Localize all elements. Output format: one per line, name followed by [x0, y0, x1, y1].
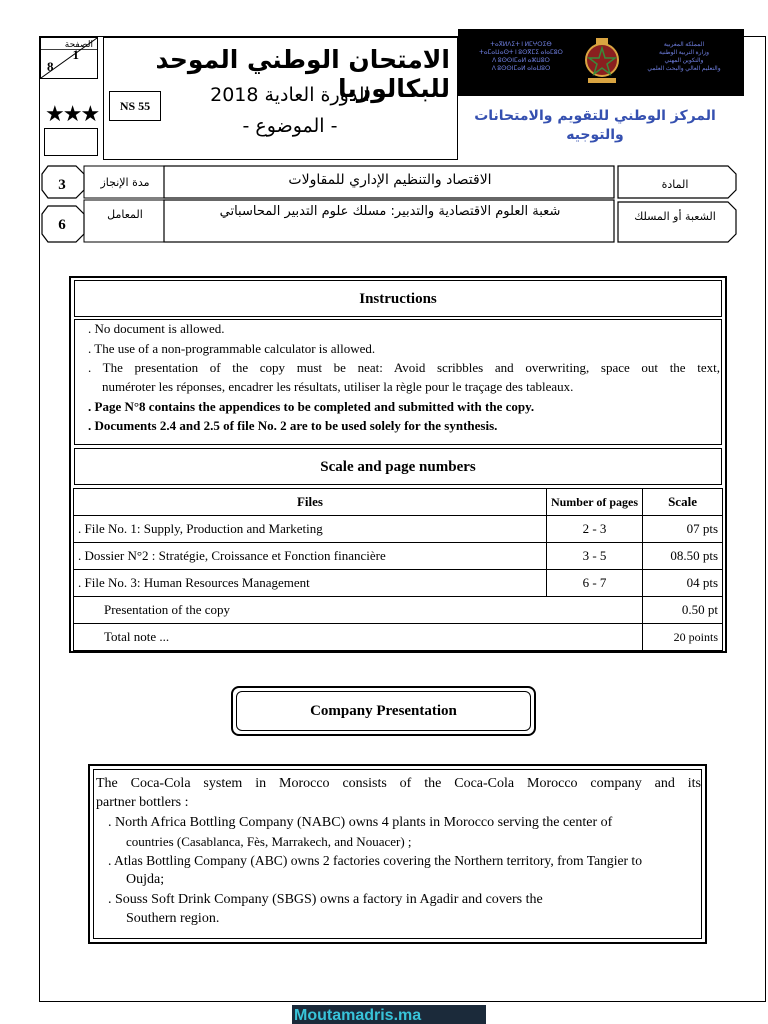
scale-header-row: [74, 489, 723, 516]
bullet-sbgs-line-1: . Souss Soft Drink Company (SBGS) owns a factory in Agadir and covers the: [108, 892, 543, 907]
coefficient-value: 6: [58, 217, 66, 233]
ministry-line-right-2: وزارة التربية الوطنية: [658, 50, 710, 56]
subject-label: المادة: [661, 178, 689, 191]
evaluation-center-name: المركز الوطني للتقويم والامتحانات والتوجيه: [474, 108, 716, 143]
total-value: 20 points: [643, 624, 723, 651]
pages-cell: 6 - 7: [546, 570, 642, 597]
instructions-title: Instructions: [74, 280, 722, 317]
duration-label: مدة الإنجاز: [100, 176, 150, 189]
file-cell: . Dossier N°2 : Stratégie, Croissance et Fonction financière: [74, 543, 547, 570]
scale-header: Scale: [643, 489, 723, 516]
presentation-row: [74, 597, 723, 624]
files-header: Files: [74, 489, 547, 516]
subject-value: الاقتصاد والتنظيم الإداري للمقاولات: [288, 172, 492, 188]
code-box: [44, 128, 98, 156]
bullet-sbgs-line-2: Southern region.: [126, 911, 220, 926]
pages-header: Number of pages: [546, 489, 642, 516]
total-row: [74, 624, 723, 651]
ministry-line-left-1: ⵜⴰⴳⵍⴷⵉⵜ ⵏ ⵍⵎⵖⵔⵉⴱ: [490, 42, 552, 48]
bullet-nabc-line-2: countries (Casablanca, Fès, Marrakech, and Nouacer) ;: [126, 834, 412, 849]
page-label: الصفحة: [64, 39, 93, 49]
total-label: Total note ...: [74, 624, 643, 651]
exam-code: NS 55: [109, 91, 161, 121]
table-row: [74, 516, 723, 543]
presentation-label: Presentation of the copy: [74, 597, 643, 624]
bullet-abc-line-1: . Atlas Bottling Company (ABC) owns 2 factories covering the Northern territory, from Tangier to: [108, 853, 643, 868]
subject-code: - الموضوع -: [242, 115, 338, 137]
ministry-line-left-3: ⴷ ⵓⵙⵙⵏⵎⴰⵍ ⴰⵣⵡⵓⵔ: [492, 58, 550, 64]
branch-value: شعبة العلوم الاقتصادية والتدبير: مسلك علوم التدبير المحاسباتي: [219, 204, 561, 219]
file-cell: . File No. 3: Human Resources Management: [74, 570, 547, 597]
instruction-line-5: . Page N°8 contains the appendices to be completed and submitted with the copy.: [88, 399, 535, 414]
scale-title: Scale and page numbers: [74, 448, 722, 485]
ministry-line-right-3: والتكوين المهني: [664, 58, 704, 64]
ministry-line-right-1: المملكة المغربية: [663, 42, 705, 48]
bullet-nabc-line-1: . North Africa Bottling Company (NABC) owns 4 plants in Morocco serving the center of: [108, 815, 613, 830]
ministry-line-right-4: والتعليم العالي والبحث العلمي: [647, 66, 721, 72]
company-presentation-heading: [231, 686, 536, 736]
page-number-box: [40, 37, 98, 79]
presentation-value: 0.50 pt: [643, 597, 723, 624]
duration-value: 3: [58, 177, 66, 193]
instruction-line-3: . The presentation of the copy must be neat: Avoid scribbles and overwriting, space out the text,: [88, 360, 720, 375]
scale-cell: 07 pts: [643, 516, 723, 543]
pages-cell: 3 - 5: [546, 543, 642, 570]
coefficient-label: المعامل: [107, 208, 143, 221]
ministry-line-left-4: ⴷ ⵓⵙⵙⵏⵎⴰⵍ ⴰⵏⴰⵡⵓⵔ: [491, 66, 551, 72]
instruction-line-4: numéroter les réponses, encadrer les résultats, utiliser la règle pour le traçage des tableaux.: [102, 379, 574, 394]
page-total: 8: [47, 59, 54, 74]
ministry-line-left-2: ⵜⴰⵎⴰⵡⴰⵙⵜ ⵏ ⵓⵙⴳⵎⵉ ⴰⵏⴰⵎⵓⵔ: [479, 50, 563, 56]
company-presentation-label: Company Presentation: [236, 691, 531, 731]
ministry-logo-block: [458, 29, 744, 96]
scale-table: [73, 488, 723, 651]
company-paragraph-line-1: The Coca-Cola system in Morocco consists of the Coca-Cola Morocco company and its: [96, 776, 701, 791]
instruction-line-6: . Documents 2.4 and 2.5 of file No. 2 are to be used solely for the synthesis.: [88, 418, 498, 433]
difficulty-stars: ★★★: [45, 101, 99, 126]
instruction-line-1: . No document is allowed.: [88, 321, 225, 336]
company-paragraph-line-2: partner bottlers :: [96, 795, 189, 810]
bullet-abc-line-2: Oujda;: [126, 872, 165, 887]
moroccan-emblem-icon: [582, 36, 622, 86]
pages-cell: 2 - 3: [546, 516, 642, 543]
scale-cell: 08.50 pts: [643, 543, 723, 570]
site-watermark-logo: Moutamadris.ma: [292, 1005, 486, 1024]
table-row: [74, 570, 723, 597]
scale-cell: 04 pts: [643, 570, 723, 597]
page-current: 1: [72, 47, 79, 62]
exam-session: الدورة العادية 2018: [210, 84, 370, 106]
exam-title: الامتحان الوطني الموحد للبكالوريا: [155, 45, 450, 103]
instruction-line-2: . The use of a non-programmable calculator is allowed.: [88, 341, 376, 356]
branch-label: الشعبة أو المسلك: [634, 210, 716, 223]
table-row: [74, 543, 723, 570]
file-cell: . File No. 1: Supply, Production and Marketing: [74, 516, 547, 543]
